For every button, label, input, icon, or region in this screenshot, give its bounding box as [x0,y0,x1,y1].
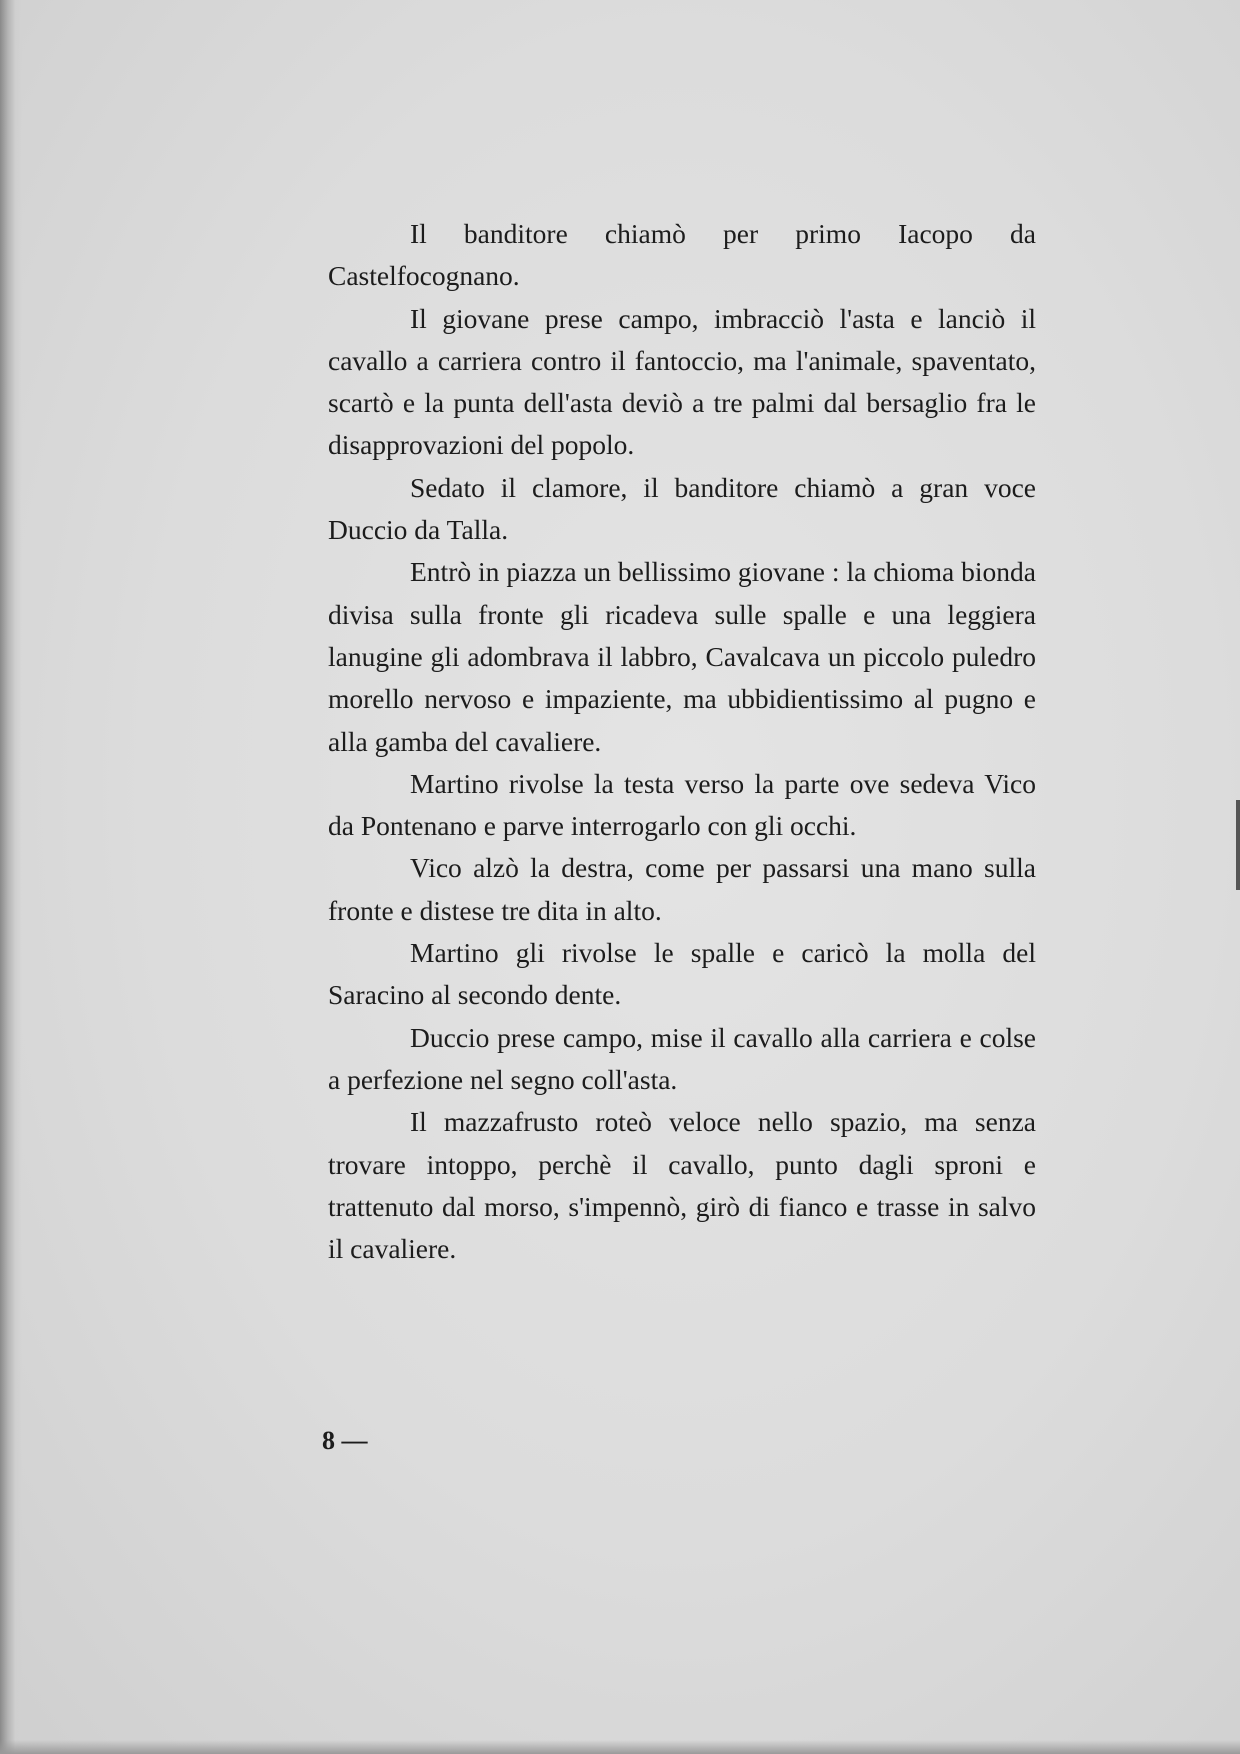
paragraph: Il giovane prese campo, imbracciò l'asta e lanciò il cavallo a carriera contro il fantoccio, ma l'animale, spaventato, scartò e la punta dell'asta deviò a tre palmi dal bersaglio fra le disapprovazioni del popolo. [328,302,1036,461]
paragraph: Martino gli rivolse le spalle e caricò la molla del Saracino al secondo dente. [328,937,1036,1011]
paragraph: Martino rivolse la testa verso la parte ove sedeva Vico da Pontenano e parve interrogarlo con gli occhi. [328,767,1036,842]
body-text [328,213,1036,1270]
paragraph: Il banditore chiamò per primo Iacopo da Castelfocognano. [328,218,1036,292]
paragraph: Entrò in piazza un bellissimo giovane : la chioma bionda divisa sulla fronte gli ricadeva sulle spalle e una leggiera lanugine gli adombrava il labbro, Cavalcava un piccolo puledro morello nervoso e impaziente, ma ubbidientissimo al pugno e alla gamba del cavaliere. [328,556,1036,757]
page-edge-mark [1236,800,1240,890]
page-bottom-edge [0,1740,1240,1754]
paragraph: Vico alzò la destra, come per passarsi una mano sulla fronte e distese tre dita in alto. [328,852,1036,926]
page-number: 8 — [322,1426,368,1455]
paragraph: Duccio prese campo, mise il cavallo alla carriera e colse a perfezione nel segno coll'asta. [328,1021,1036,1095]
paragraph: Il mazzafrusto roteò veloce nello spazio, ma senza trovare intoppo, perchè il cavallo, punto dagli sproni e trattenuto dal morso, s'impennò, girò di fianco e trasse in salvo il cavaliere. [328,1106,1036,1265]
paragraph: Sedato il clamore, il banditore chiamò a gran voce Duccio da Talla. [328,471,1036,546]
page-spine-shadow [0,0,22,1754]
